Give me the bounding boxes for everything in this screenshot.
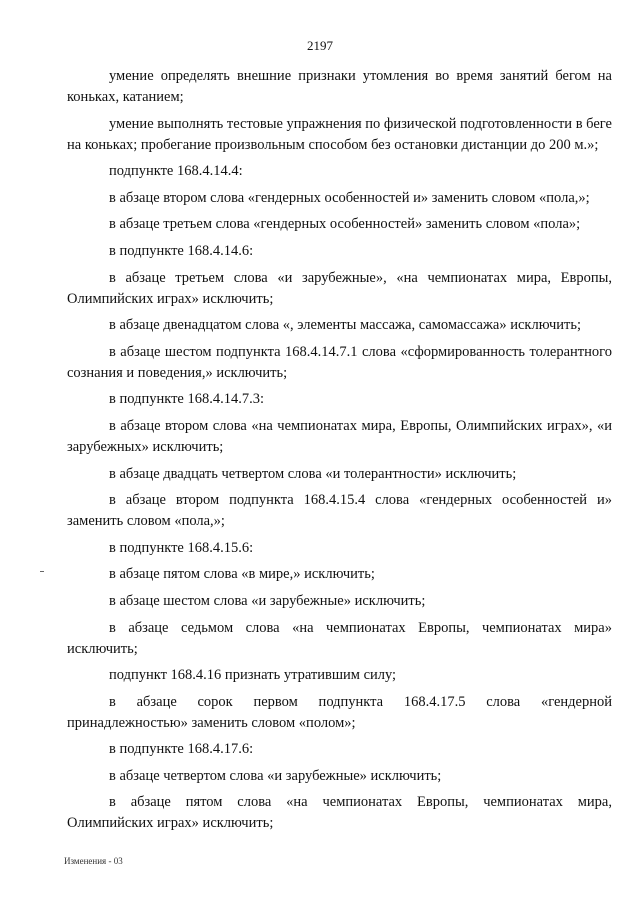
paragraph: в абзаце двадцать четвертом слова «и толерантности» исключить; — [109, 465, 517, 482]
paragraph: в абзаце сорок первом подпункта 168.4.17.5 слова «гендерной принадлежностью» заменить словом «полом»; — [67, 693, 612, 731]
paragraph: в абзаце третьем слова «и зарубежные», «на чемпионатах мира, Европы, Олимпийских играх» исключить; — [67, 269, 612, 307]
paragraph: умение определять внешние признаки утомления во время занятий бегом на коньках, катанием; — [67, 68, 612, 105]
paragraph: в подпункте 168.4.14.6: — [109, 242, 254, 259]
page-number: 2197 — [307, 38, 333, 53]
paragraph: в абзаце пятом слова «на чемпионатах Европы, чемпионатах мира, Олимпийских играх» исключить; — [67, 794, 612, 832]
paragraph: в абзаце четвертом слова «и зарубежные» исключить; — [109, 767, 442, 784]
paragraph: в абзаце седьмом слова «на чемпионатах Европы, чемпионатах мира» исключить; — [67, 619, 612, 657]
paragraph: в абзаце пятом слова «в мире,» исключить; — [109, 566, 375, 583]
paragraph: умение выполнять тестовые упражнения по физической подготовленности в беге на коньках; пробегание произвольным способом без остановки дистанции до 200 м.»; — [67, 115, 612, 153]
paragraph: в подпункте 168.4.14.7.3: — [109, 391, 264, 408]
paragraph: в подпункте 168.4.17.6: — [109, 741, 254, 758]
paragraph: в абзаце третьем слова «гендерных особенностей» заменить словом «пола»; — [109, 216, 581, 233]
paragraph: в абзаце втором слова «гендерных особенностей и» заменить словом «пола,»; — [109, 189, 590, 206]
paragraph: в абзаце двенадцатом слова «, элементы массажа, самомассажа» исключить; — [109, 317, 582, 334]
paragraph: в абзаце шестом подпункта 168.4.14.7.1 слова «сформированность толерантного сознания и поведения,» исключить; — [67, 343, 612, 381]
paragraph: подпункт 168.4.16 признать утратившим силу; — [109, 667, 397, 684]
paragraph: в абзаце втором слова «на чемпионатах мира, Европы, Олимпийских играх», «и зарубежных» исключить; — [67, 417, 612, 455]
footer-note: Изменения - 03 — [64, 856, 123, 866]
paragraph: в абзаце шестом слова «и зарубежные» исключить; — [109, 592, 426, 609]
paragraph: подпункте 168.4.14.4: — [109, 163, 243, 180]
document-body — [67, 66, 612, 840]
paragraph: в подпункте 168.4.15.6: — [109, 539, 254, 556]
paragraph: в абзаце втором подпункта 168.4.15.4 слова «гендерных особенностей и» заменить словом «пола,»; — [67, 492, 612, 530]
scan-mark — [40, 571, 44, 572]
